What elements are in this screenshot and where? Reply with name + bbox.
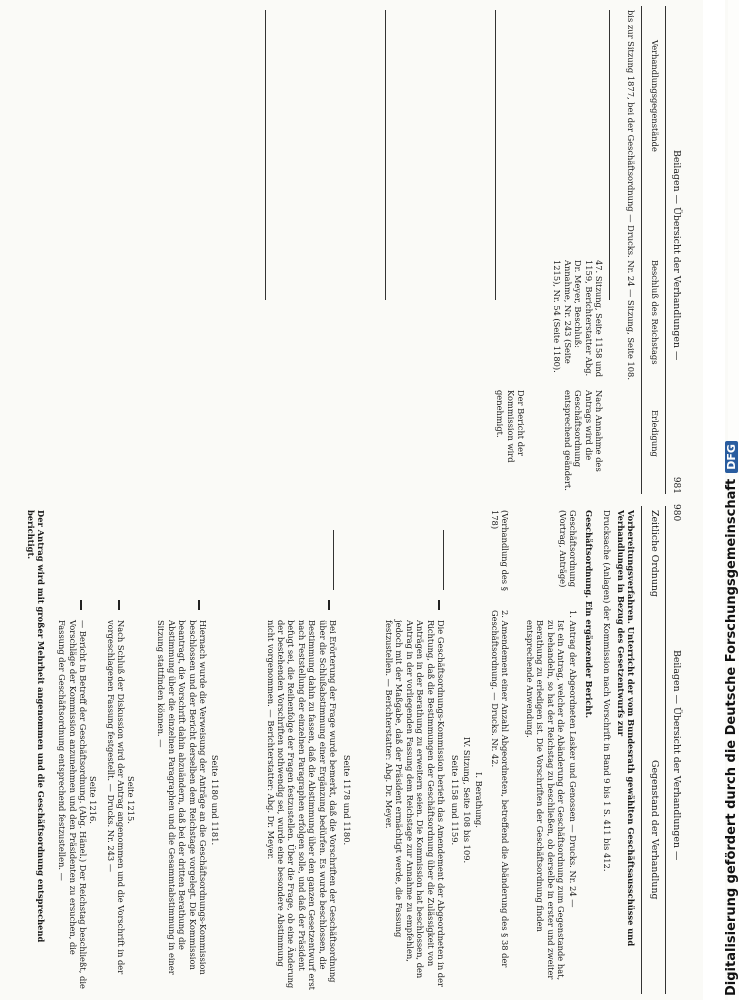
sitting-line-4: Seite 1180 und 1181. [210, 754, 220, 846]
dash-mark [328, 600, 330, 610]
paragraph-a: Die Geschäftsordnungs-Kommission berieth das Amendement der Abgeordneten in der Richtung, daß die Bestimmungen der Geschäftsordnung über die Zulässigkeit von Anträgen in der Berathung zu erweitern seien. Die Kommission hat beschlossen, den Antrag in der vorliegenden Fassung dem Reichstage zur Annahme zu empfehlen, jedoch mit der Maßgabe, daß der Präsident ermächtigt werde, die Fassung festzustellen. — Berichterstatter: Abg. Dr. Meyer. [383, 620, 446, 987]
page-981 [14, 0, 686, 500]
sitting-line-2: Seite 1158 und 1159. [450, 754, 460, 846]
paragraph-d: Nach Schluß der Diskussion wird der Antrag angenommen und die Vorschrift in der vorgeschlagenen Fassung festgestellt. — Drucks. Nr. 243 — [105, 620, 126, 975]
side-label-2: (Verhandlung des § 178) [489, 510, 510, 591]
dfg-logo: DFG [725, 441, 738, 473]
running-header: Beilagen — Übersicht der Verhandlungen — [671, 150, 682, 361]
side-label-1: Geschäftsordnung (Vortrag, Anträge) [557, 510, 578, 588]
header-rule [665, 6, 666, 494]
closing-paragraph: Der Antrag wird mit großer Mehrheit angenommen und die Geschäftsordnung entsprechend berichtigt. [25, 510, 46, 943]
dash-mark [118, 600, 120, 610]
column-header-subject: Gegenstand der Verhandlung [649, 760, 660, 900]
row-2-right: Nach Annahme des Antrags wird die Geschäftsordnung entsprechend geändert. [562, 390, 604, 491]
row-2-left: 47. Sitzung, Seite 1158 und 1159, Berichterstatter Abg. Dr. Meyer, Beschluß: Annahme, Nr. 243 (Seite 1215), Nr. 54 (Seite 1180). [552, 260, 604, 378]
paragraph-e: — Bericht in Betreff der Geschäftsordnung. (Abg. Hänel.) Der Reichstag beschließt, die Vorschläge der Kommission anzunehmen und den Präsidenten zu ersuchen, die Fassung der Geschäftsordnung entsprechend festzustellen. — [57, 620, 88, 989]
item-1-text: Ist ein Antrag, welcher die Abänderung der Geschäftsordnung zum Gegenstande hat, zu behandeln, so hat der Reichstag zu beschließen, ob derselbe in erster und zweiter Berathung zu erledigen ist. Die Vorschriften der Geschäftsordnung finden entsprechende Anwendung. [524, 620, 566, 981]
intro-paragraph: Vorbereitungsverfahren. Unterricht der vom Bundesrath gewählten Geschäftsausschüsse und Verhandlungen in Bezug des Gesetzentwurfs zur [615, 510, 636, 947]
row-rule [495, 10, 496, 300]
sitting-line-6: Seite 1216. [88, 776, 98, 824]
intro-paragraph-2: Drucksache (Anlagen) der Kommission nach Vorschrift in Band 9 bis 1 S. 411 bis 412. [602, 510, 612, 872]
row-rule [265, 10, 266, 300]
intro-paragraph-3: Geschäftsordnung. Ein ergänzender Bericht. [584, 510, 594, 719]
item-1-title: 1. Antrag der Abgeordneten Lasker und Genossen — Drucks. Nr. 24 — [568, 610, 578, 908]
row-rule [385, 10, 386, 300]
dash-mark [80, 600, 82, 610]
row-3-right: Der Bericht der Kommission wird genehmigt. [495, 390, 526, 463]
page-980 [14, 500, 686, 1000]
row-1: bis zur Sitzung 1877, bei der Geschäftsordnung — Drucks. Nr. 24 — Sitzung, Seite 108. [626, 10, 636, 380]
section-heading: I. Berathung. [474, 772, 484, 828]
page-number: 981 [671, 476, 681, 494]
column-header-1: Verhandlungsgegenstände [650, 40, 660, 152]
row-rule [609, 10, 610, 300]
sitting-line-5: Seite 1215. [126, 776, 136, 824]
column-header-2: Beschluß des Reichstags [650, 260, 660, 365]
item-2-title: 2. Amendement einer Anzahl Abgeordneten, betreffend die Abänderung des § 38 der Geschäftsordnung. — Drucks. Nr. 42. [489, 610, 510, 968]
margin-rule [333, 530, 334, 590]
paragraph-c: Hiernach wurde die Verweisung der Anträge an die Geschäftsordnungs-Kommission beschlossen und der Bericht derselben dem Reichstage vorgelegt. Die Kommission beantragt, die Vorschrift dahin abzuändern, daß bei der dritten Berathung die Abstimmung über die einzelnen Paragraphen und die Gesammtabstimmung in einer Sitzung stattfinden können. — [156, 620, 208, 975]
margin-rule [443, 530, 444, 590]
digitization-credit-strip [703, 0, 725, 1000]
column-rule [641, 6, 642, 494]
running-header: Beilagen — Übersicht der Verhandlungen — [671, 650, 682, 861]
dash-mark [438, 600, 440, 610]
column-header-order: Zeitliche Ordnung [649, 510, 660, 597]
digitization-credit [724, 441, 739, 996]
sitting-line-1: IV. Sitzung, Seite 108 bis 109. [462, 736, 472, 864]
sitting-line-3: Seite 1178 und 1180. [342, 754, 352, 846]
page-number: 980 [671, 504, 681, 522]
column-rule [641, 506, 642, 994]
column-header-3: Erledigung [650, 410, 660, 457]
digitization-credit-text: Digitalisierung gefördert durch die Deutsche Forschungsgemeinschaft [724, 478, 739, 996]
dash-mark [198, 600, 200, 610]
paragraph-b: Bei Erörterung der Frage wurde bemerkt, daß die Vorschriften der Geschäftsordnung über die Schlußabstimmung einer Ergänzung bedürfen. Es wurde beschlossen, die Bestimmung dahin zu fassen, daß die Abstimmung über den ganzen Gesetzentwurf erst nach Feststellung der einzelnen Paragraphen erfolgen solle, und daß der Präsident befugt sei, die Reihenfolge der Fragen festzustellen. Über die Frage, ob eine Änderung der bestehenden Vorschriften nothwendig sei, wurde eine besondere Abstimmung nicht vorgenommen. — Berichterstatter: Abg. Dr. Meyer. [265, 620, 338, 990]
header-rule [665, 506, 666, 994]
